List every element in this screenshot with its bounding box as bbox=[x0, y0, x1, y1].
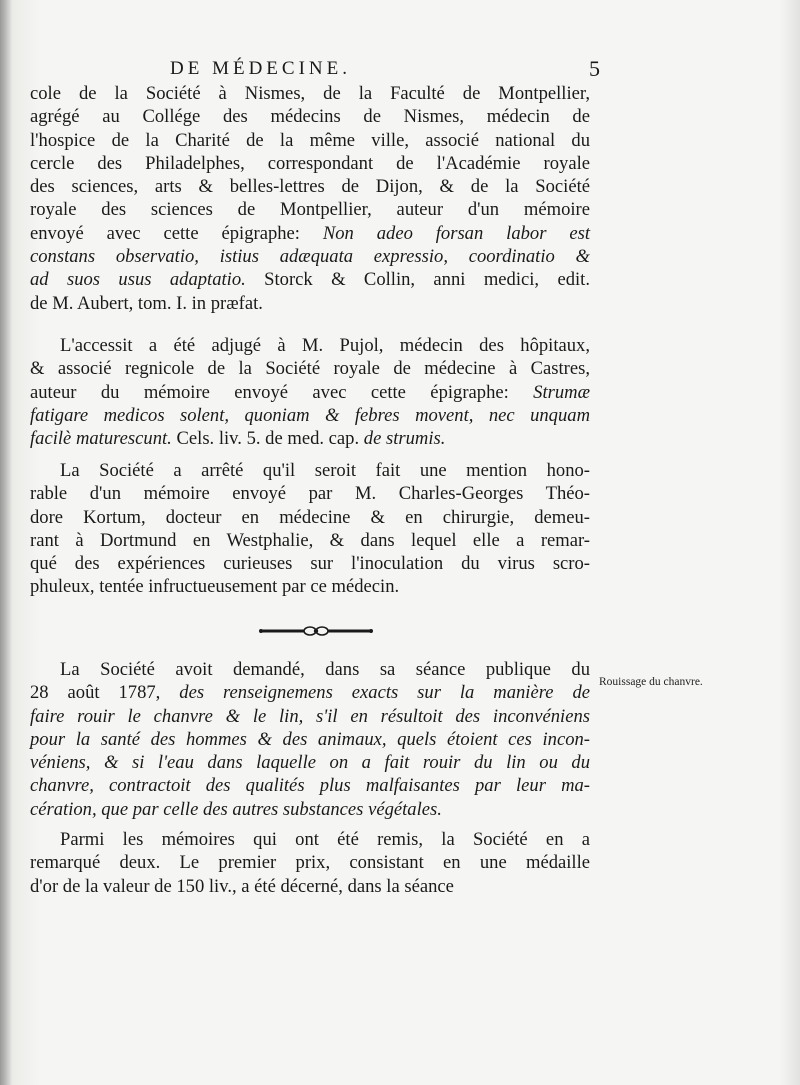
text-line bbox=[30, 575, 590, 598]
text-line bbox=[30, 404, 590, 427]
text-segment: La Société avoit demandé, dans sa séance publique du bbox=[60, 659, 590, 680]
text-segment: d'or de la valeur de 150 liv., a été décerné, dans la séance bbox=[30, 875, 454, 897]
text-segment: cole de la Société à Nismes, de la Faculté de Montpellier, bbox=[30, 83, 590, 104]
text-segment: agrégé au Collége des médecins de Nismes, médecin de bbox=[30, 106, 590, 128]
italic-text: constans observatio, istius adæquata expressio, coordinatio & bbox=[30, 246, 590, 268]
text-line bbox=[30, 175, 590, 198]
text-segment: des sciences, arts & belles-lettres de Dijon, & de la Société bbox=[30, 176, 590, 198]
italic-text: véniens, & si l'eau dans laquelle on a fait rouir du lin ou du bbox=[30, 752, 590, 774]
text-segment: cercle des Philadelphes, correspondant de l'Académie royale bbox=[30, 152, 590, 174]
paragraph-5 bbox=[30, 828, 590, 898]
italic-text: Non adeo forsan labor est bbox=[322, 222, 590, 244]
text-segment: rable d'un mémoire envoyé par M. Charles-Georges Théo- bbox=[30, 483, 590, 505]
text-line bbox=[30, 728, 590, 751]
text-segment: auteur du mémoire envoyé avec cette épigraphe: bbox=[30, 381, 534, 403]
text-segment: 28 août 1787, bbox=[30, 682, 180, 704]
text-segment: & associé regnicole de la Société royale de médecine à Castres, bbox=[30, 358, 590, 380]
text-segment: de M. Aubert, tom. I. in præfat. bbox=[30, 292, 263, 314]
text-line bbox=[30, 658, 590, 681]
italic-text: faire rouir le chanvre & le lin, s'il en résultoit des inconvéniens bbox=[30, 705, 590, 727]
text-segment: Parmi les mémoires qui ont été remis, la Société en a bbox=[60, 829, 590, 850]
text-segment: L'accessit a été adjugé à M. Pujol, médecin des hôpitaux, bbox=[60, 335, 590, 356]
paragraph-4 bbox=[30, 658, 590, 821]
paragraph-1 bbox=[30, 82, 590, 315]
text-segment: remarqué deux. Le premier prix, consistant en une médaille bbox=[30, 852, 590, 874]
text-segment: dore Kortum, docteur en médecine & en chirurgie, demeu- bbox=[30, 506, 590, 528]
text-line bbox=[30, 774, 590, 797]
text-segment: Cels. liv. 5. de med. cap. bbox=[171, 428, 364, 450]
text-line bbox=[30, 529, 590, 552]
paragraph-2 bbox=[30, 334, 590, 450]
text-line bbox=[30, 552, 590, 575]
italic-text: des renseignemens exacts sur la manière de bbox=[179, 682, 591, 704]
text-line bbox=[30, 875, 590, 898]
text-line bbox=[30, 798, 590, 821]
text-line bbox=[30, 459, 590, 482]
italic-text: de strumis. bbox=[363, 428, 446, 450]
text-line bbox=[30, 245, 590, 268]
text-line bbox=[30, 105, 590, 128]
text-line bbox=[30, 681, 590, 704]
text-line bbox=[30, 268, 590, 291]
text-line bbox=[30, 357, 590, 380]
text-line bbox=[30, 198, 590, 221]
text-line bbox=[30, 751, 590, 774]
text-line bbox=[30, 334, 590, 357]
text-segment: envoyé avec cette épigraphe: bbox=[30, 222, 323, 244]
page-number: 5 bbox=[589, 56, 600, 81]
italic-text: Strumæ bbox=[533, 381, 590, 403]
text-line bbox=[30, 482, 590, 505]
text-line bbox=[30, 828, 590, 851]
text-segment: phuleux, tentée infructueusement par ce médecin. bbox=[30, 576, 400, 598]
text-line bbox=[30, 851, 590, 874]
italic-text: pour la santé des hommes & des animaux, quels étoient ces incon- bbox=[30, 728, 590, 750]
paragraph-3 bbox=[30, 459, 590, 599]
text-line bbox=[30, 381, 590, 404]
italic-text: ad suos usus adaptatio. bbox=[30, 269, 246, 291]
text-segment: royale des sciences de Montpellier, auteur d'un mémoire bbox=[30, 199, 590, 221]
gutter-shadow bbox=[0, 0, 12, 1085]
margin-note: Rouissage du chanvre. bbox=[599, 676, 703, 688]
text-line bbox=[30, 82, 590, 105]
text-line bbox=[30, 129, 590, 152]
italic-text: fatigare medicos solent, quoniam & febres movent, nec unquam bbox=[30, 404, 590, 426]
ornament-divider bbox=[258, 624, 374, 638]
italic-text: chanvre, contractoit des qualités plus malfaisantes par leur ma- bbox=[30, 775, 590, 797]
text-line bbox=[30, 292, 590, 315]
text-line bbox=[30, 705, 590, 728]
text-line bbox=[30, 222, 590, 245]
running-title: DE MÉDECINE. bbox=[170, 58, 351, 79]
text-segment: rant à Dortmund en Westphalie, & dans lequel elle a remar- bbox=[30, 529, 590, 551]
text-segment: l'hospice de la Charité de la même ville, associé national du bbox=[30, 129, 590, 151]
text-segment: Storck & Collin, anni medici, edit. bbox=[245, 269, 590, 291]
text-line bbox=[30, 152, 590, 175]
italic-text: cération, que par celle des autres substances végétales. bbox=[30, 798, 442, 820]
text-line bbox=[30, 427, 590, 450]
italic-text: facilè maturescunt. bbox=[30, 428, 172, 450]
text-line bbox=[30, 506, 590, 529]
text-segment: La Société a arrêté qu'il seroit fait une mention hono- bbox=[60, 460, 590, 481]
text-segment: qué des expériences curieuses sur l'inoculation du virus scro- bbox=[30, 553, 590, 575]
